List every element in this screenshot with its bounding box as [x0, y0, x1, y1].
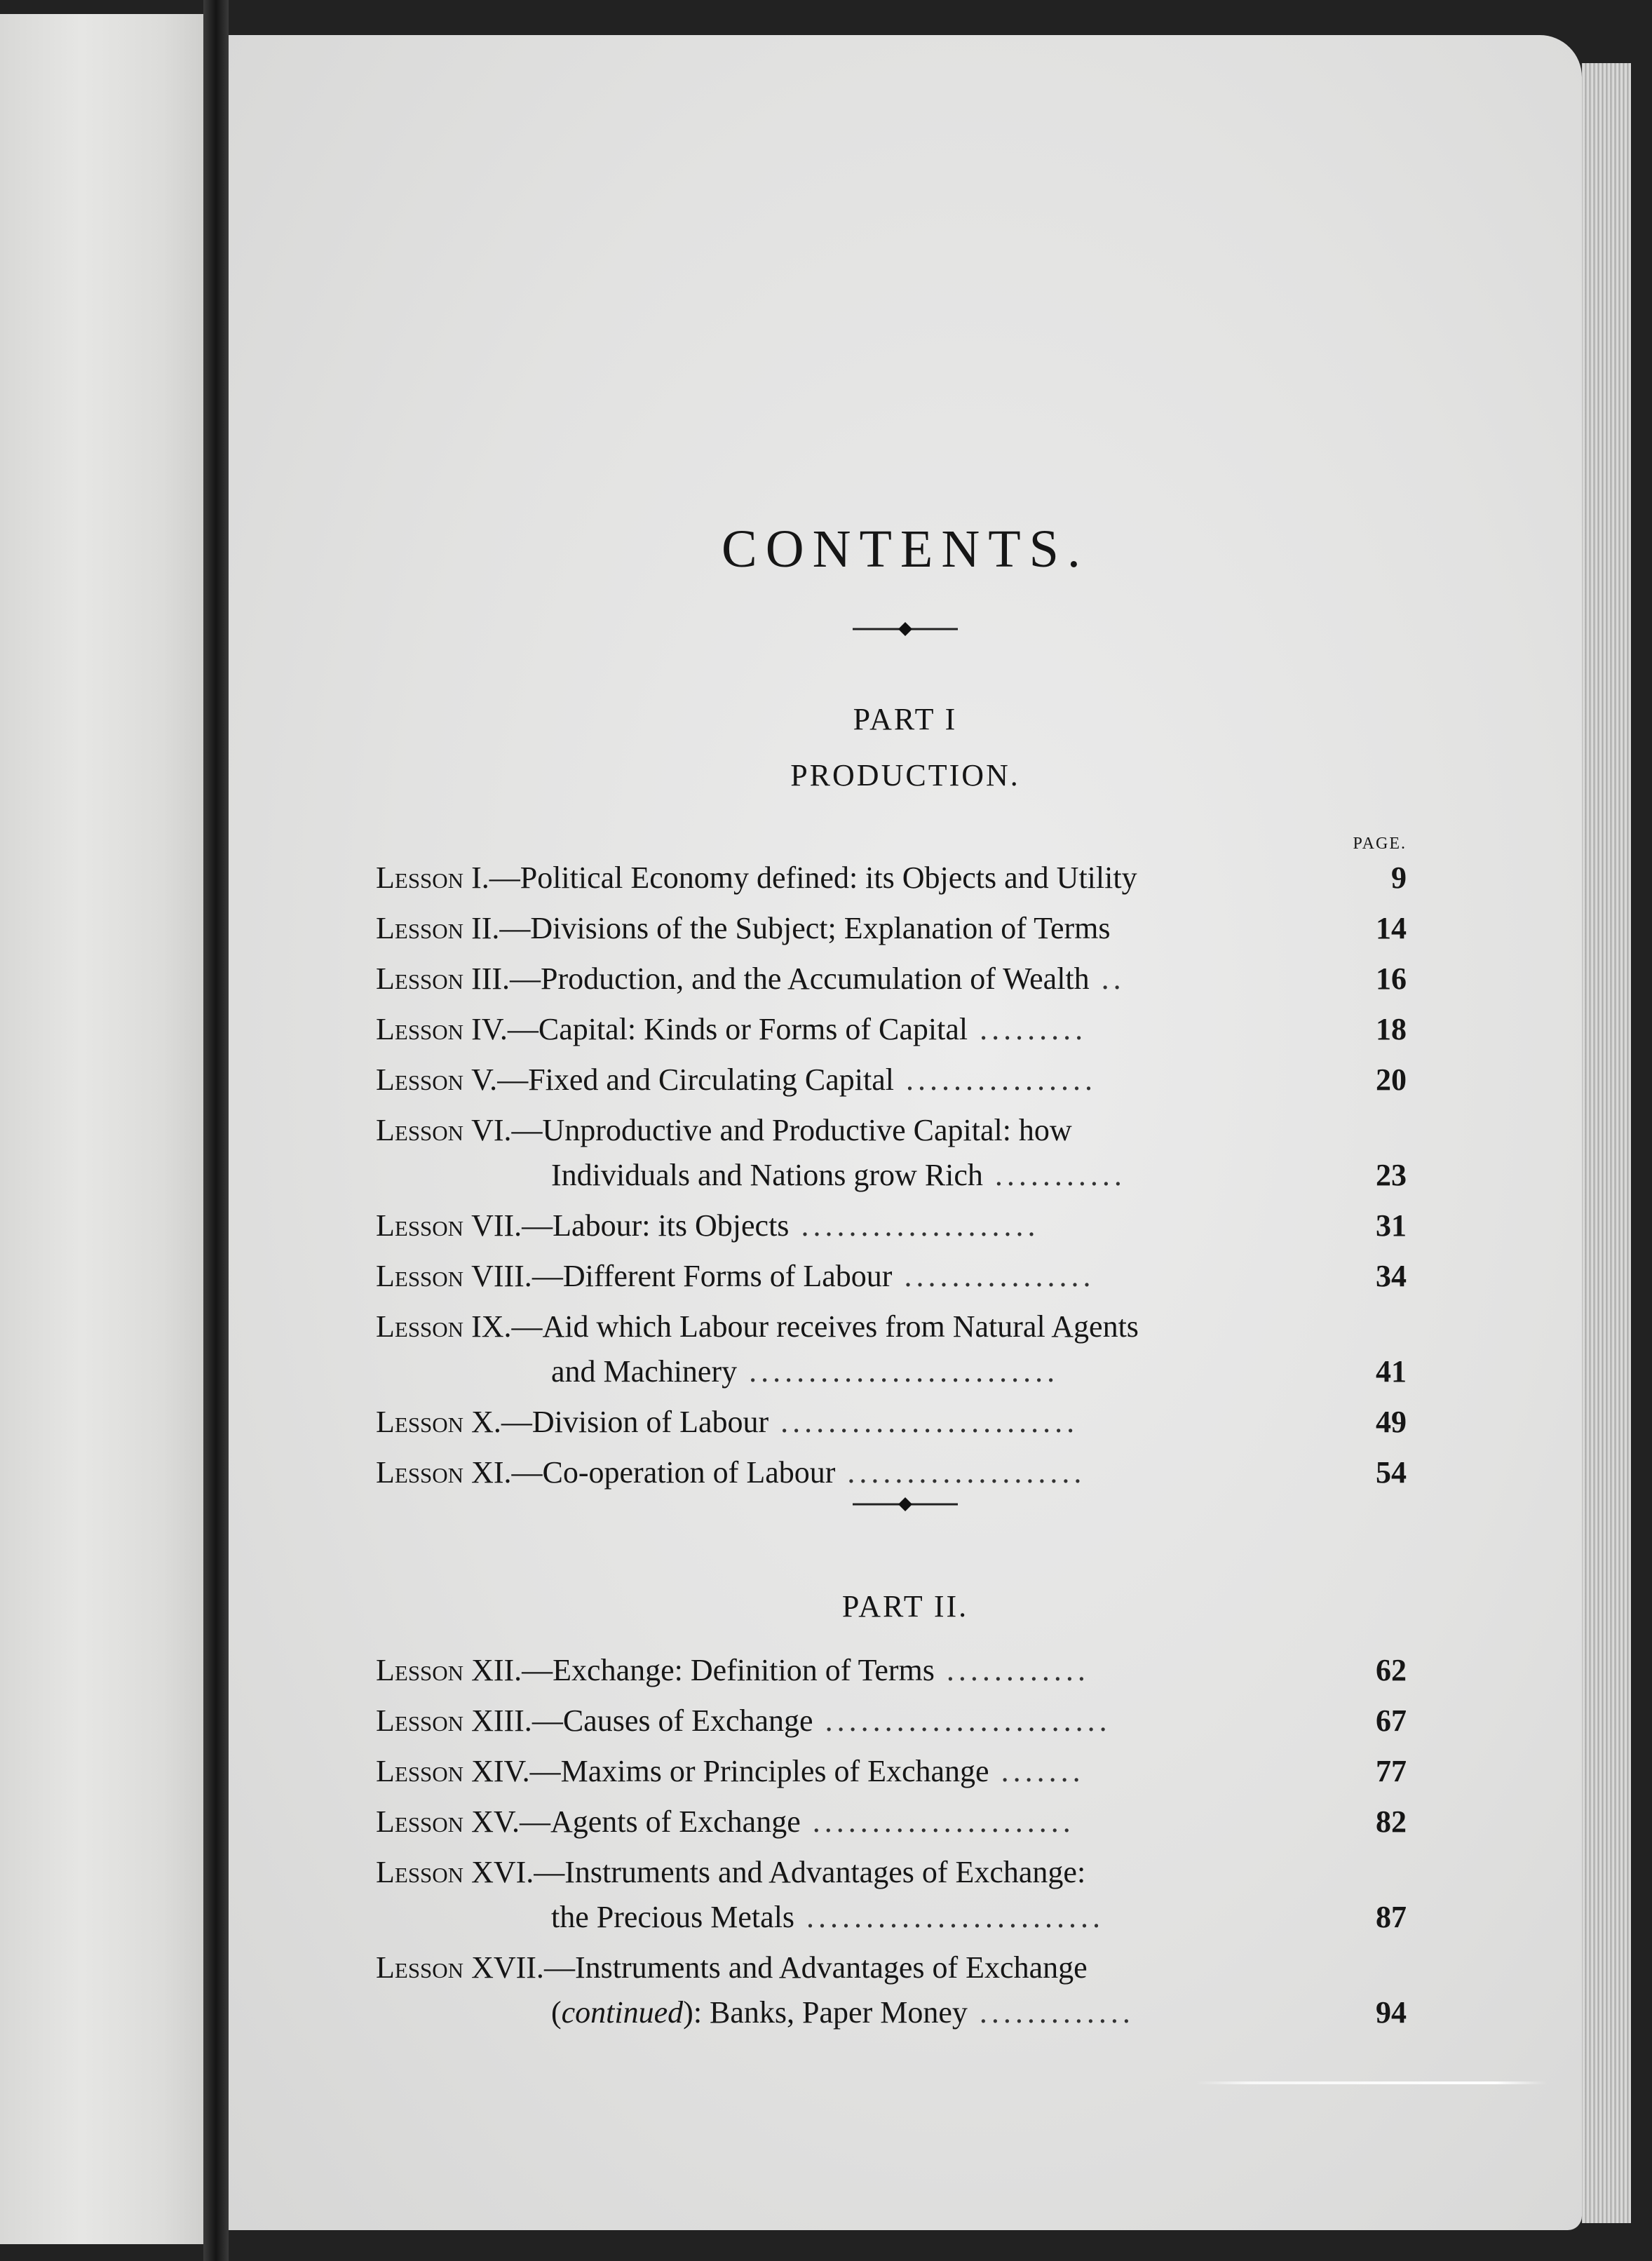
lesson-number: XIII. [471, 1703, 532, 1738]
toc-entry [376, 1203, 1407, 1248]
ornament-divider [229, 619, 1582, 640]
lesson-label: Lesson [376, 1455, 472, 1490]
lesson-label: Lesson [376, 911, 472, 945]
lesson-number: V. [471, 1062, 498, 1097]
diamond-rule-icon [853, 1494, 958, 1515]
toc-entry-first-line [376, 1703, 1111, 1738]
lesson-title: —Fixed and Circulating Capital [497, 1062, 894, 1097]
leader-dots: ........... [982, 1158, 1126, 1192]
lesson-number: III. [471, 961, 510, 996]
leader-dots: ........................ [813, 1703, 1111, 1738]
page-number: 54 [1376, 1455, 1407, 1490]
toc-part-two [376, 1648, 1407, 2041]
part-one-subheading: PRODUCTION. [790, 758, 1020, 792]
lesson-title: —Divisions of the Subject; Explanation of Terms [499, 911, 1111, 945]
lesson-number: XI. [471, 1455, 512, 1490]
toc-entry [376, 1800, 1407, 1844]
toc-list-part-two [376, 1648, 1407, 2035]
lesson-title: —Aid which Labour receives from Natural Agents [511, 1309, 1139, 1344]
toc-entry [376, 1254, 1407, 1299]
leader-dots: ....... [989, 1754, 1085, 1788]
toc-entry-first-line [376, 1754, 1085, 1788]
page-number: 62 [1376, 1653, 1407, 1687]
toc-entry-first-line [376, 1259, 1095, 1293]
scan-artifact-line [1196, 2081, 1547, 2084]
toc-entry [376, 1450, 1407, 1495]
lesson-title: —Instruments and Advantages of Exchange [543, 1950, 1088, 1985]
lesson-number: VII. [471, 1208, 522, 1243]
page-edges [1582, 63, 1631, 2223]
page-title: CONTENTS. [722, 520, 1089, 579]
contents-page [229, 35, 1582, 2230]
toc-entry-first-line [376, 1012, 1087, 1046]
toc-list-part-one [376, 856, 1407, 1495]
page-number: 31 [1376, 1208, 1407, 1243]
toc-entry [376, 856, 1407, 900]
lesson-title: —Exchange: Definition of Terms [522, 1653, 935, 1687]
page-number: 87 [1376, 1900, 1407, 1934]
toc-part-one [376, 835, 1407, 1501]
lesson-label: Lesson [376, 961, 472, 996]
leader-dots: ......................... [769, 1405, 1079, 1439]
lesson-title: —Instruments and Advantages of Exchange: [534, 1855, 1086, 1889]
leader-dots: .................... [789, 1208, 1040, 1243]
toc-entry-first-line [376, 1309, 1139, 1344]
page-number: 82 [1376, 1804, 1407, 1839]
leader-dots: .. [1089, 961, 1125, 996]
lesson-label: Lesson [376, 1208, 472, 1243]
lesson-label: Lesson [376, 1309, 472, 1344]
page-number: 20 [1376, 1062, 1407, 1097]
leader-dots: .................... [835, 1455, 1086, 1490]
lesson-title: —Production, and the Accumulation of Wealth [510, 961, 1090, 996]
toc-entry-first-line [376, 961, 1125, 996]
page-number: 77 [1376, 1754, 1407, 1788]
lesson-title: —Capital: Kinds or Forms of Capital [507, 1012, 968, 1046]
leader-dots: ................ [892, 1259, 1095, 1293]
leader-dots: ............ [934, 1653, 1090, 1687]
page-number: 9 [1391, 860, 1407, 895]
lesson-number: I. [471, 860, 489, 895]
part-two-heading: PART II. [841, 1589, 969, 1624]
lesson-number: XVII. [471, 1950, 544, 1985]
page-number: 67 [1376, 1703, 1407, 1738]
toc-entry [376, 906, 1407, 951]
toc-entry-first-line [376, 1653, 1090, 1687]
page-number: 94 [1376, 1995, 1407, 2030]
leader-dots: ......................... [794, 1900, 1105, 1934]
lesson-label: Lesson [376, 1113, 472, 1147]
toc-entry-first-line [376, 1405, 1078, 1439]
lesson-label: Lesson [376, 1062, 472, 1097]
leader-dots: ............. [967, 1995, 1135, 2030]
lesson-label: Lesson [376, 1804, 472, 1839]
page-number: 34 [1376, 1259, 1407, 1293]
page-number: 41 [1376, 1354, 1407, 1389]
lesson-label: Lesson [376, 860, 472, 895]
page-column-label: PAGE. [1353, 835, 1407, 853]
lesson-title-continued: the Precious Metals ......................... [551, 1900, 1105, 1934]
toc-entry-first-line [376, 911, 1111, 945]
toc-entry-first-line [376, 1950, 1088, 1985]
lesson-title: —Labour: its Objects [522, 1208, 790, 1243]
lesson-number: VI. [471, 1113, 512, 1147]
lesson-number: XV. [471, 1804, 520, 1839]
lesson-title: —Division of Labour [501, 1405, 769, 1439]
lesson-label: Lesson [376, 1950, 472, 1985]
lesson-title: —Political Economy defined: its Objects and Utility [489, 860, 1137, 895]
page-column-header [376, 835, 1407, 856]
lesson-title: —Unproductive and Productive Capital: how [511, 1113, 1072, 1147]
toc-entry-first-line [376, 860, 1137, 895]
toc-entry-first-line [376, 1113, 1072, 1147]
lesson-title: —Maxims or Principles of Exchange [529, 1754, 989, 1788]
toc-entry [376, 1108, 1407, 1198]
lesson-number: XII. [471, 1653, 522, 1687]
leader-dots: ................ [893, 1062, 1097, 1097]
page-number: 16 [1376, 961, 1407, 996]
leader-dots: ......... [968, 1012, 1088, 1046]
toc-entry [376, 1699, 1407, 1743]
toc-entry [376, 1850, 1407, 1940]
lesson-number: IV. [471, 1012, 508, 1046]
toc-entry [376, 1400, 1407, 1445]
lesson-title: —Different Forms of Labour [532, 1259, 893, 1293]
toc-entry-first-line [376, 1804, 1075, 1839]
leader-dots: ...................... [800, 1804, 1075, 1839]
diamond-rule-icon [853, 619, 958, 640]
toc-entry-first-line [376, 1062, 1097, 1097]
lesson-title-continued: (continued): Banks, Paper Money ............. [551, 1995, 1135, 2030]
lesson-label: Lesson [376, 1012, 472, 1046]
toc-entry-first-line [376, 1455, 1085, 1490]
toc-entry [376, 1749, 1407, 1794]
page-number: 14 [1376, 911, 1407, 945]
lesson-label: Lesson [376, 1653, 472, 1687]
toc-entry [376, 1007, 1407, 1052]
facing-page [0, 14, 203, 2244]
lesson-label: Lesson [376, 1405, 472, 1439]
book-gutter [203, 0, 229, 2261]
lesson-title: —Causes of Exchange [532, 1703, 813, 1738]
toc-entry [376, 1648, 1407, 1693]
page-number: 23 [1376, 1158, 1407, 1192]
toc-entry [376, 1945, 1407, 2035]
toc-entry [376, 957, 1407, 1001]
ornament-divider-part-two [229, 1494, 1582, 1515]
page-number: 18 [1376, 1012, 1407, 1046]
toc-entry [376, 1058, 1407, 1102]
part-one-heading: PART I [853, 702, 958, 736]
lesson-title: —Co-operation of Labour [511, 1455, 836, 1490]
toc-entry-first-line [376, 1855, 1085, 1889]
leader-dots: .......................... [737, 1354, 1059, 1389]
page-number: 49 [1376, 1405, 1407, 1439]
lesson-number: X. [471, 1405, 501, 1439]
lesson-number: VIII. [471, 1259, 532, 1293]
lesson-number: II. [471, 911, 500, 945]
lesson-title-continued: Individuals and Nations grow Rich ........... [551, 1158, 1126, 1192]
lesson-number: XIV. [471, 1754, 530, 1788]
lesson-label: Lesson [376, 1259, 472, 1293]
lesson-title-continued: and Machinery .......................... [551, 1354, 1059, 1389]
lesson-label: Lesson [376, 1703, 472, 1738]
lesson-label: Lesson [376, 1754, 472, 1788]
toc-entry [376, 1304, 1407, 1394]
toc-entry-first-line [376, 1208, 1039, 1243]
lesson-number: XVI. [471, 1855, 534, 1889]
lesson-title: —Agents of Exchange [519, 1804, 801, 1839]
lesson-number: IX. [471, 1309, 512, 1344]
lesson-label: Lesson [376, 1855, 472, 1889]
